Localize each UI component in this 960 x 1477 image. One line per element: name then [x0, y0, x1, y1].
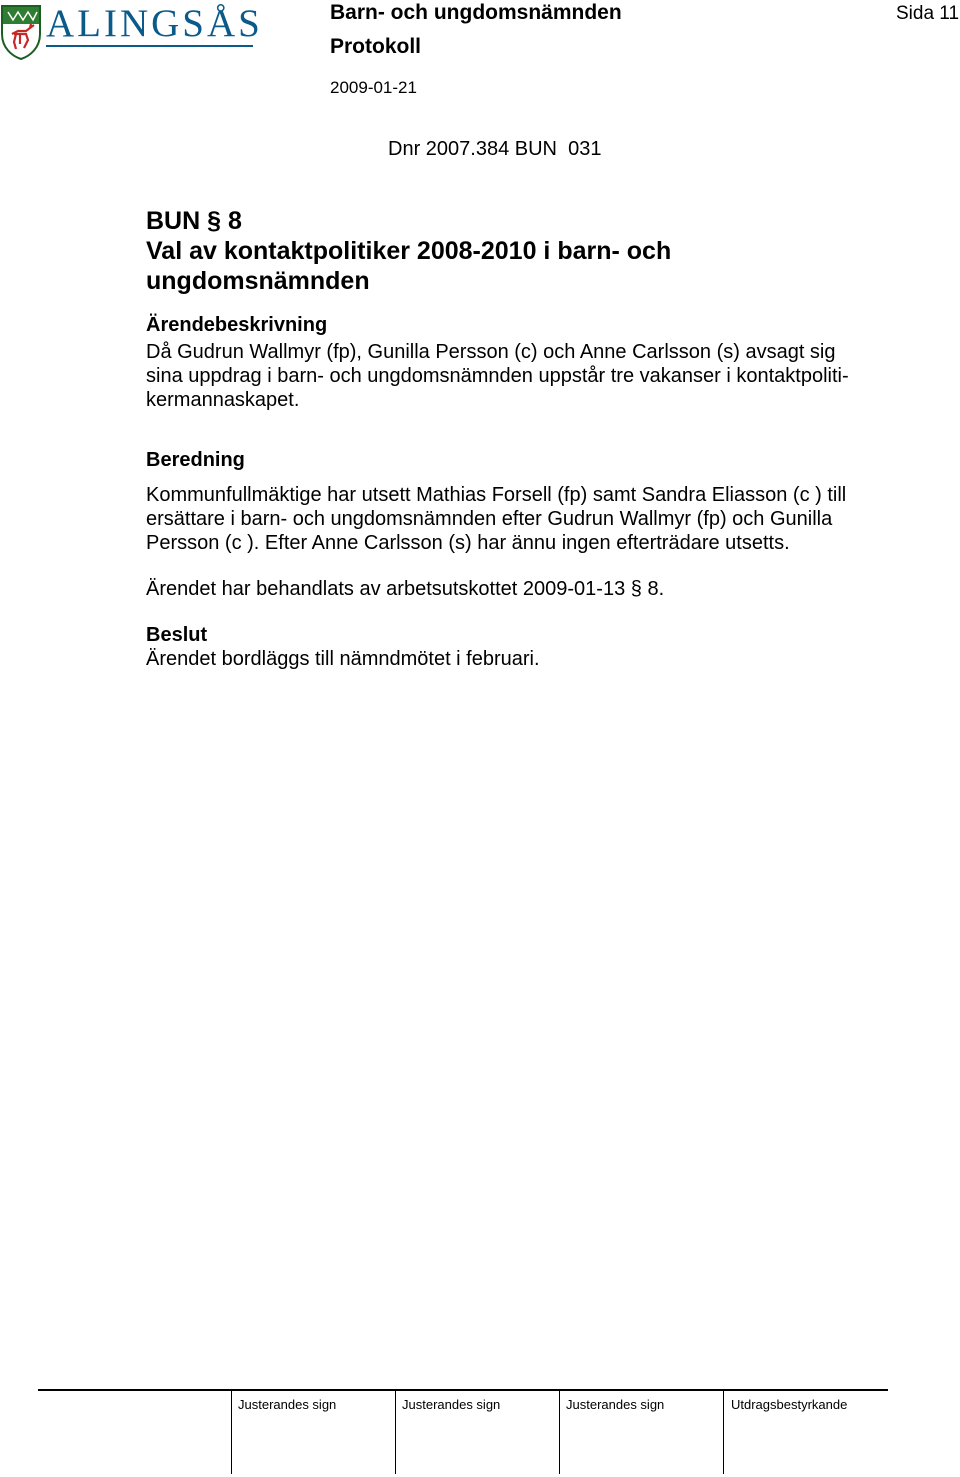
footer-divider	[395, 1390, 396, 1474]
signature-label: Justerandes sign	[238, 1397, 337, 1412]
description-line: sina uppdrag i barn- och ungdomsnämnden uppstår tre vakanser i kontaktpoliti-	[146, 365, 849, 387]
diary-number: Dnr 2007.384 BUN 031	[388, 138, 602, 160]
brand-wordmark: ALINGSÅS	[46, 2, 263, 45]
footer-divider	[559, 1390, 560, 1474]
footer-rule	[38, 1389, 888, 1391]
preparation-line: ersättare i barn- och ungdomsnämnden efter Gudrun Wallmyr (fp) och Gunilla	[146, 508, 833, 530]
description-line: kermannaskapet.	[146, 389, 300, 411]
footer-divider	[231, 1390, 232, 1474]
preparation-heading: Beredning	[146, 449, 245, 471]
case-title-line: ungdomsnämnden	[146, 267, 370, 295]
decision-heading: Beslut	[146, 624, 208, 646]
handled-statement: Ärendet har behandlats av arbetsutskottet 2009-01-13 § 8.	[146, 578, 665, 600]
certification-label: Utdragsbestyrkande	[731, 1397, 848, 1412]
footer-divider	[723, 1390, 724, 1474]
municipal-crest-icon	[0, 4, 42, 60]
description-heading: Ärendebeskrivning	[146, 314, 328, 336]
case-content	[146, 206, 906, 671]
preparation-line: Kommunfullmäktige har utsett Mathias Forsell (fp) samt Sandra Eliasson (c ) till	[146, 484, 847, 506]
document-date: 2009-01-21	[330, 78, 417, 97]
signature-label: Justerandes sign	[566, 1397, 665, 1412]
brand-underline	[46, 45, 253, 47]
case-title-line: Val av kontaktpolitiker 2008-2010 i barn- och	[146, 237, 672, 265]
case-number: BUN § 8	[146, 207, 242, 235]
preparation-line: Persson (c ). Efter Anne Carlsson (s) har ännu ingen efterträdare utsetts.	[146, 532, 790, 554]
page-number: Sida 11	[896, 3, 960, 24]
description-line: Då Gudrun Wallmyr (fp), Gunilla Persson (c) och Anne Carlsson (s) avsagt sig	[146, 341, 836, 363]
document-type: Protokoll	[330, 35, 422, 58]
decision-text: Ärendet bordläggs till nämndmötet i februari.	[146, 648, 540, 670]
committee-name: Barn- och ungdomsnämnden	[330, 1, 622, 24]
signature-label: Justerandes sign	[402, 1397, 501, 1412]
